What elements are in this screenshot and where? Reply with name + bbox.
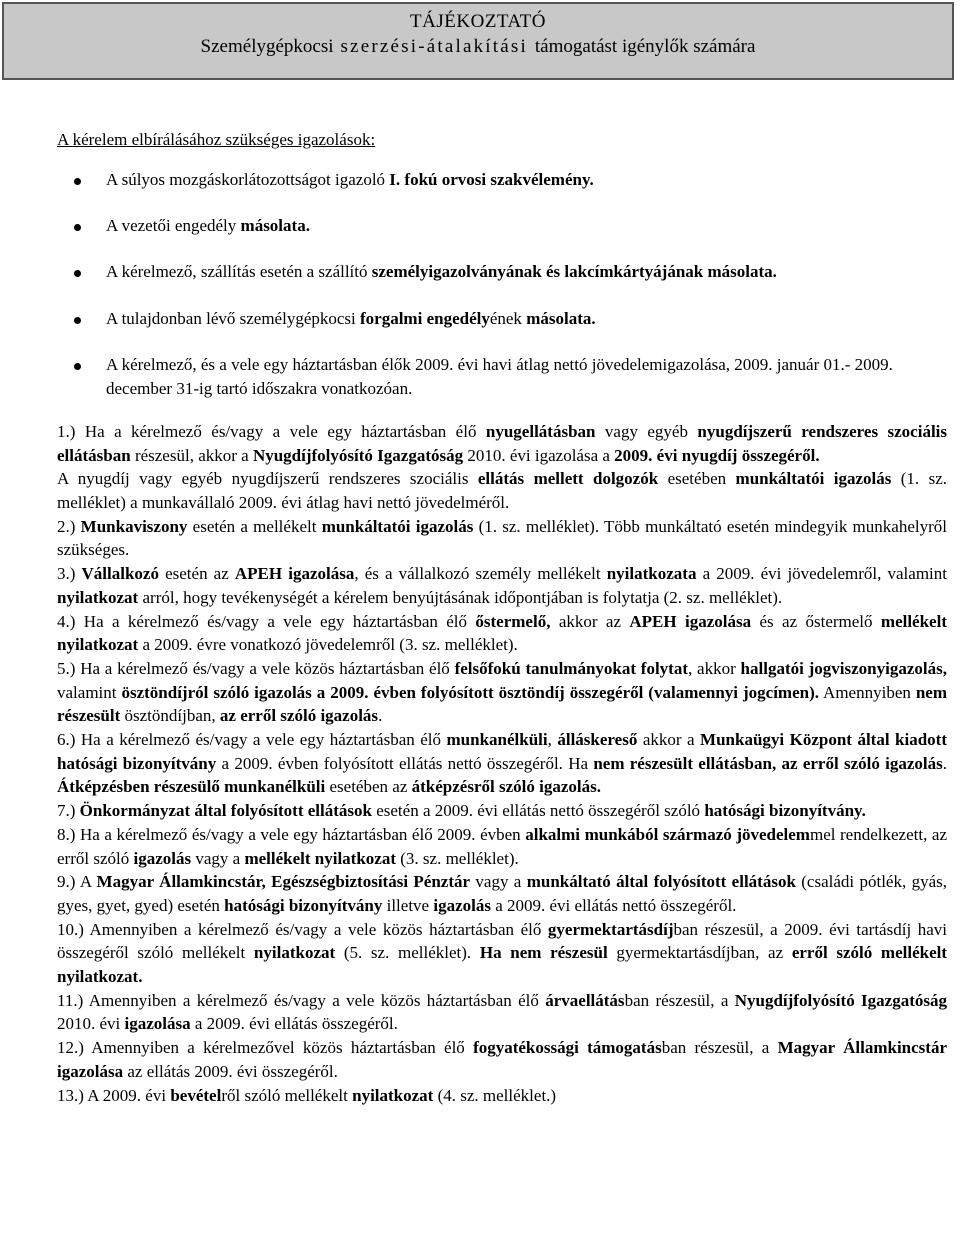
text-run: a 2009. évi jövedelemről, valamint — [696, 564, 947, 584]
bold-text: Ha nem részesül — [479, 943, 608, 963]
numbered-paragraph — [57, 728, 947, 799]
text-run: 8.) Ha a kérelmező és/vagy a vele egy háztartásban élő 2009. évben — [57, 824, 526, 844]
numbered-paragraph — [57, 870, 947, 917]
bold-text: Önkormányzat által folyósított ellátások — [79, 801, 372, 821]
text-run: 12.) Amennyiben a kérelmezővel közös háztartásban élő — [57, 1038, 474, 1058]
text-run: ösztöndíjban, — [120, 706, 220, 726]
bold-text: nyilatkozata — [606, 564, 697, 584]
text-run: vagy a — [191, 848, 245, 868]
bold-text: munkáltatói igazolás — [735, 469, 892, 489]
bold-text: bevétel — [170, 1085, 222, 1105]
text-run: (5. sz. melléklet). — [335, 943, 480, 963]
text-run: ban részesül, a 2009. évi tartásdíj havi összegéről szóló mellékelt — [57, 919, 947, 963]
list-item — [57, 353, 947, 400]
text-run: a 2009. évben folyósított ellátás nettó összegéről. Ha — [216, 753, 594, 773]
bold-text: hallgatói jogviszonyigazolás, — [740, 658, 947, 678]
text-run: A tulajdonban lévő személygépkocsi — [106, 308, 360, 328]
bold-text: Magyar Államkincstár, Egészségbiztosítási Pénztár — [96, 872, 471, 892]
text-run: 5.) Ha a kérelmező és/vagy a vele közös háztartásban élő — [57, 658, 455, 678]
text-run: 11.) Amennyiben a kérelmező és/vagy a vele közös háztartásban élő — [57, 990, 546, 1010]
subtitle-start: Személygépkocsi — [200, 36, 334, 57]
bold-text: gyermektartásdíj — [547, 919, 674, 939]
text-run: 13.) A 2009. évi — [57, 1085, 171, 1105]
numbered-paragraph — [57, 1036, 947, 1083]
text-run: az ellátás 2009. évi összegéről. — [123, 1061, 338, 1081]
bold-text: forgalmi engedély — [360, 308, 490, 328]
document-title: TÁJÉKOZTATÓ — [410, 11, 546, 32]
subtitle-spaced: szerzési-átalakítási — [333, 36, 535, 57]
text-run: 4.) Ha a kérelmező és/vagy a vele egy háztartásban élő — [57, 611, 476, 631]
text-run: (4. sz. melléklet.) — [433, 1085, 557, 1105]
text-run: A vezetői engedély — [106, 216, 241, 235]
bold-text: az erről szóló igazolás — [219, 706, 379, 726]
text-run: ről szóló mellékelt — [221, 1085, 353, 1105]
text-run: Amennyiben — [819, 682, 916, 702]
bullet-icon — [74, 224, 81, 231]
bold-text: árvaellátás — [545, 990, 625, 1010]
text-run: 1.) Ha a kérelmező és/vagy a vele egy háztartásban élő — [57, 421, 486, 441]
numbered-paragraph — [57, 467, 947, 514]
text-run: 2.) — [57, 516, 81, 536]
numbered-paragraph — [57, 420, 947, 467]
numbered-paragraph — [57, 657, 947, 728]
text-run: gyermektartásdíjban, az — [607, 943, 792, 963]
document-body — [57, 128, 947, 1107]
text-run: a 2009. évi ellátás összegéről. — [190, 1014, 398, 1034]
text-run: a 2009. évre vonatkozó jövedelemről (3. sz. melléklet). — [138, 635, 518, 655]
text-run: 2010. évi igazolása a — [463, 445, 615, 465]
list-item-text — [106, 216, 310, 235]
bold-text: átképzésről szóló igazolás. — [411, 777, 601, 797]
text-run: esetén a 2009. évi ellátás nettó összegéről szóló — [371, 801, 705, 821]
bold-text: Magyar Államkincstár igazolása — [57, 1038, 947, 1081]
text-run: illetve — [382, 895, 434, 915]
text-run: ének — [489, 308, 527, 328]
text-run: esetében az — [325, 777, 412, 797]
text-run: 10.) Amennyiben a kérelmező és/vagy a vele közös háztartásban élő — [57, 919, 548, 939]
list-item-text — [106, 355, 893, 398]
bold-text: nem részesült ellátásban, az erről szóló igazolás — [593, 753, 943, 773]
text-run: a 2009. évi ellátás nettó összegéről. — [490, 895, 737, 915]
subtitle-end: támogatást igénylők számára — [534, 36, 756, 57]
text-run: A súlyos mozgáskorlátozottságot igazoló — [106, 169, 390, 189]
text-run: . — [378, 706, 383, 726]
text-run: 7.) — [57, 801, 80, 821]
bold-text: I. fokú orvosi szakvélemény. — [389, 169, 594, 189]
text-run: . — [942, 753, 947, 773]
bold-text: Vállalkozó — [81, 564, 159, 584]
text-run: A kérelmező, szállítás esetén a szállító — [106, 262, 372, 282]
bold-text: munkanélküli — [446, 730, 548, 750]
bold-text: Munkaviszony — [80, 516, 188, 536]
text-run: , akkor — [688, 658, 741, 678]
bold-text: Nyugdíjfolyósító Igazgatóság — [252, 445, 464, 465]
text-run: akkor a — [637, 730, 701, 750]
bold-text: 2009. évi nyugdíj összegéről. — [614, 445, 820, 465]
bold-text: ösztöndíjról szóló igazolás a 2009. évben folyósított ösztöndíj összegéről (valamennyi jogcímen). — [121, 682, 820, 702]
text-run: vagy a — [470, 872, 527, 892]
bold-text: hatósági bizonyítvány — [224, 895, 383, 915]
bold-text: Munkaügyi Központ által kiadott hatósági bizonyítvány — [57, 730, 947, 773]
bold-text: ellátás mellett dolgozók — [477, 469, 659, 489]
text-run: , — [547, 730, 558, 750]
numbered-paragraph — [57, 1084, 947, 1108]
bold-text: nyugdíjszerű rendszeres szociális ellátásban — [57, 421, 948, 465]
list-item — [57, 307, 947, 331]
bold-text: erről szóló mellékelt nyilatkozat. — [57, 943, 948, 987]
bold-text: igazolás — [433, 895, 491, 915]
numbered-paragraph — [57, 918, 947, 989]
text-run: akkor az — [550, 611, 630, 631]
bold-text: alkalmi munkából származó jövedelem — [525, 824, 810, 844]
bold-text: másolata. — [240, 216, 310, 235]
numbered-paragraph — [57, 610, 947, 657]
bold-text: álláskereső — [557, 730, 638, 750]
bold-text: mellékelt nyilatkozat — [57, 611, 947, 655]
text-run: A nyugdíj vagy egyéb nyugdíjszerű rendszeres szociális — [57, 469, 478, 489]
bold-text: hatósági bizonyítvány. — [704, 801, 866, 821]
numbered-paragraph — [57, 562, 947, 609]
text-run: (3. sz. melléklet). — [396, 848, 519, 868]
bold-text: igazolása — [124, 1014, 191, 1034]
list-item-text — [106, 309, 596, 328]
bold-text: APEH igazolása — [234, 564, 355, 584]
list-item-text — [106, 262, 777, 281]
text-run: 9.) A — [57, 872, 97, 892]
text-run: (családi pótlék, gyás, gyes, gyet, gyed) esetén — [57, 872, 947, 915]
list-item — [57, 260, 947, 284]
bold-text: mellékelt nyilatkozat — [244, 848, 396, 868]
text-run: , és a vállalkozó személy mellékelt — [354, 564, 607, 584]
text-run: ban részesül, a — [624, 990, 735, 1010]
text-run: részesül, akkor a — [130, 445, 253, 465]
bold-text: nyilatkozat — [57, 587, 139, 607]
text-run: (1. sz. melléklet) a munkavállaló 2009. évi átlag havi nettó jövedelméről. — [57, 469, 947, 512]
bullet-icon — [74, 363, 81, 370]
text-run: esetén az — [158, 564, 235, 584]
bold-text: APEH igazolása — [629, 611, 752, 631]
bullet-icon — [74, 270, 81, 277]
bold-text: nyugellátásban — [485, 421, 596, 441]
required-documents-list — [57, 168, 947, 401]
bold-text: munkáltató által folyósított ellátások — [526, 872, 796, 892]
bullet-icon — [74, 317, 81, 324]
text-run: 3.) — [57, 564, 82, 584]
text-run: (1. sz. melléklet). Több munkáltató esetén mindegyik munkahelyről szükséges. — [57, 516, 947, 560]
text-run: mel rendelkezett, az erről szóló — [57, 824, 947, 868]
text-run: 6.) Ha a kérelmező és/vagy a vele egy háztartásban élő — [57, 730, 447, 750]
bold-text: fogyatékossági támogatás — [473, 1038, 662, 1058]
bold-text: nyilatkozat — [253, 943, 336, 963]
text-run: esetében — [658, 469, 736, 489]
list-item — [57, 168, 947, 192]
bold-text: felsőfokú tanulmányokat folytat — [454, 658, 689, 678]
numbered-items — [57, 420, 947, 1107]
list-item — [57, 214, 947, 238]
bold-text: őstermelő, — [475, 611, 551, 631]
text-run: ban részesül, a — [661, 1038, 778, 1058]
numbered-paragraph — [57, 823, 947, 870]
text-run: vagy egyéb — [595, 421, 698, 441]
bold-text: Átképzésben részesülő munkanélküli — [57, 777, 326, 797]
text-run: A kérelmező, és a vele egy háztartásban élők 2009. évi havi átlag nettó jövedelemigazolása, 2009. január 01.- 2009. december 31-ig tartó időszakra vonatkozóan. — [106, 354, 893, 398]
list-item-text — [106, 170, 594, 189]
bold-text: Nyugdíjfolyósító Igazgatóság — [734, 990, 947, 1010]
bullet-icon — [74, 178, 81, 185]
text-run: valamint — [57, 682, 122, 702]
text-run: és az őstermelő — [751, 611, 881, 631]
bold-text: személyigazolványának és lakcímkártyájának másolata. — [371, 262, 777, 282]
numbered-paragraph — [57, 515, 947, 562]
header-box — [2, 2, 954, 80]
bold-text: munkáltatói igazolás — [321, 516, 474, 536]
section-title: A kérelem elbírálásához szükséges igazolások: — [57, 130, 376, 149]
bold-text: nyilatkozat — [352, 1085, 434, 1105]
document-subtitle — [4, 34, 952, 60]
numbered-paragraph — [57, 989, 947, 1036]
bold-text: igazolás — [133, 848, 192, 868]
bold-text: nem részesült — [57, 682, 948, 726]
text-run: esetén a mellékelt — [187, 516, 322, 536]
bold-text: másolata. — [526, 308, 596, 328]
numbered-paragraph — [57, 799, 947, 823]
text-run: arról, hogy tevékenységét a kérelem benyújtásának időpontjában is folytatja (2. sz. melléklet). — [138, 587, 783, 607]
text-run: 2010. évi — [57, 1014, 125, 1034]
